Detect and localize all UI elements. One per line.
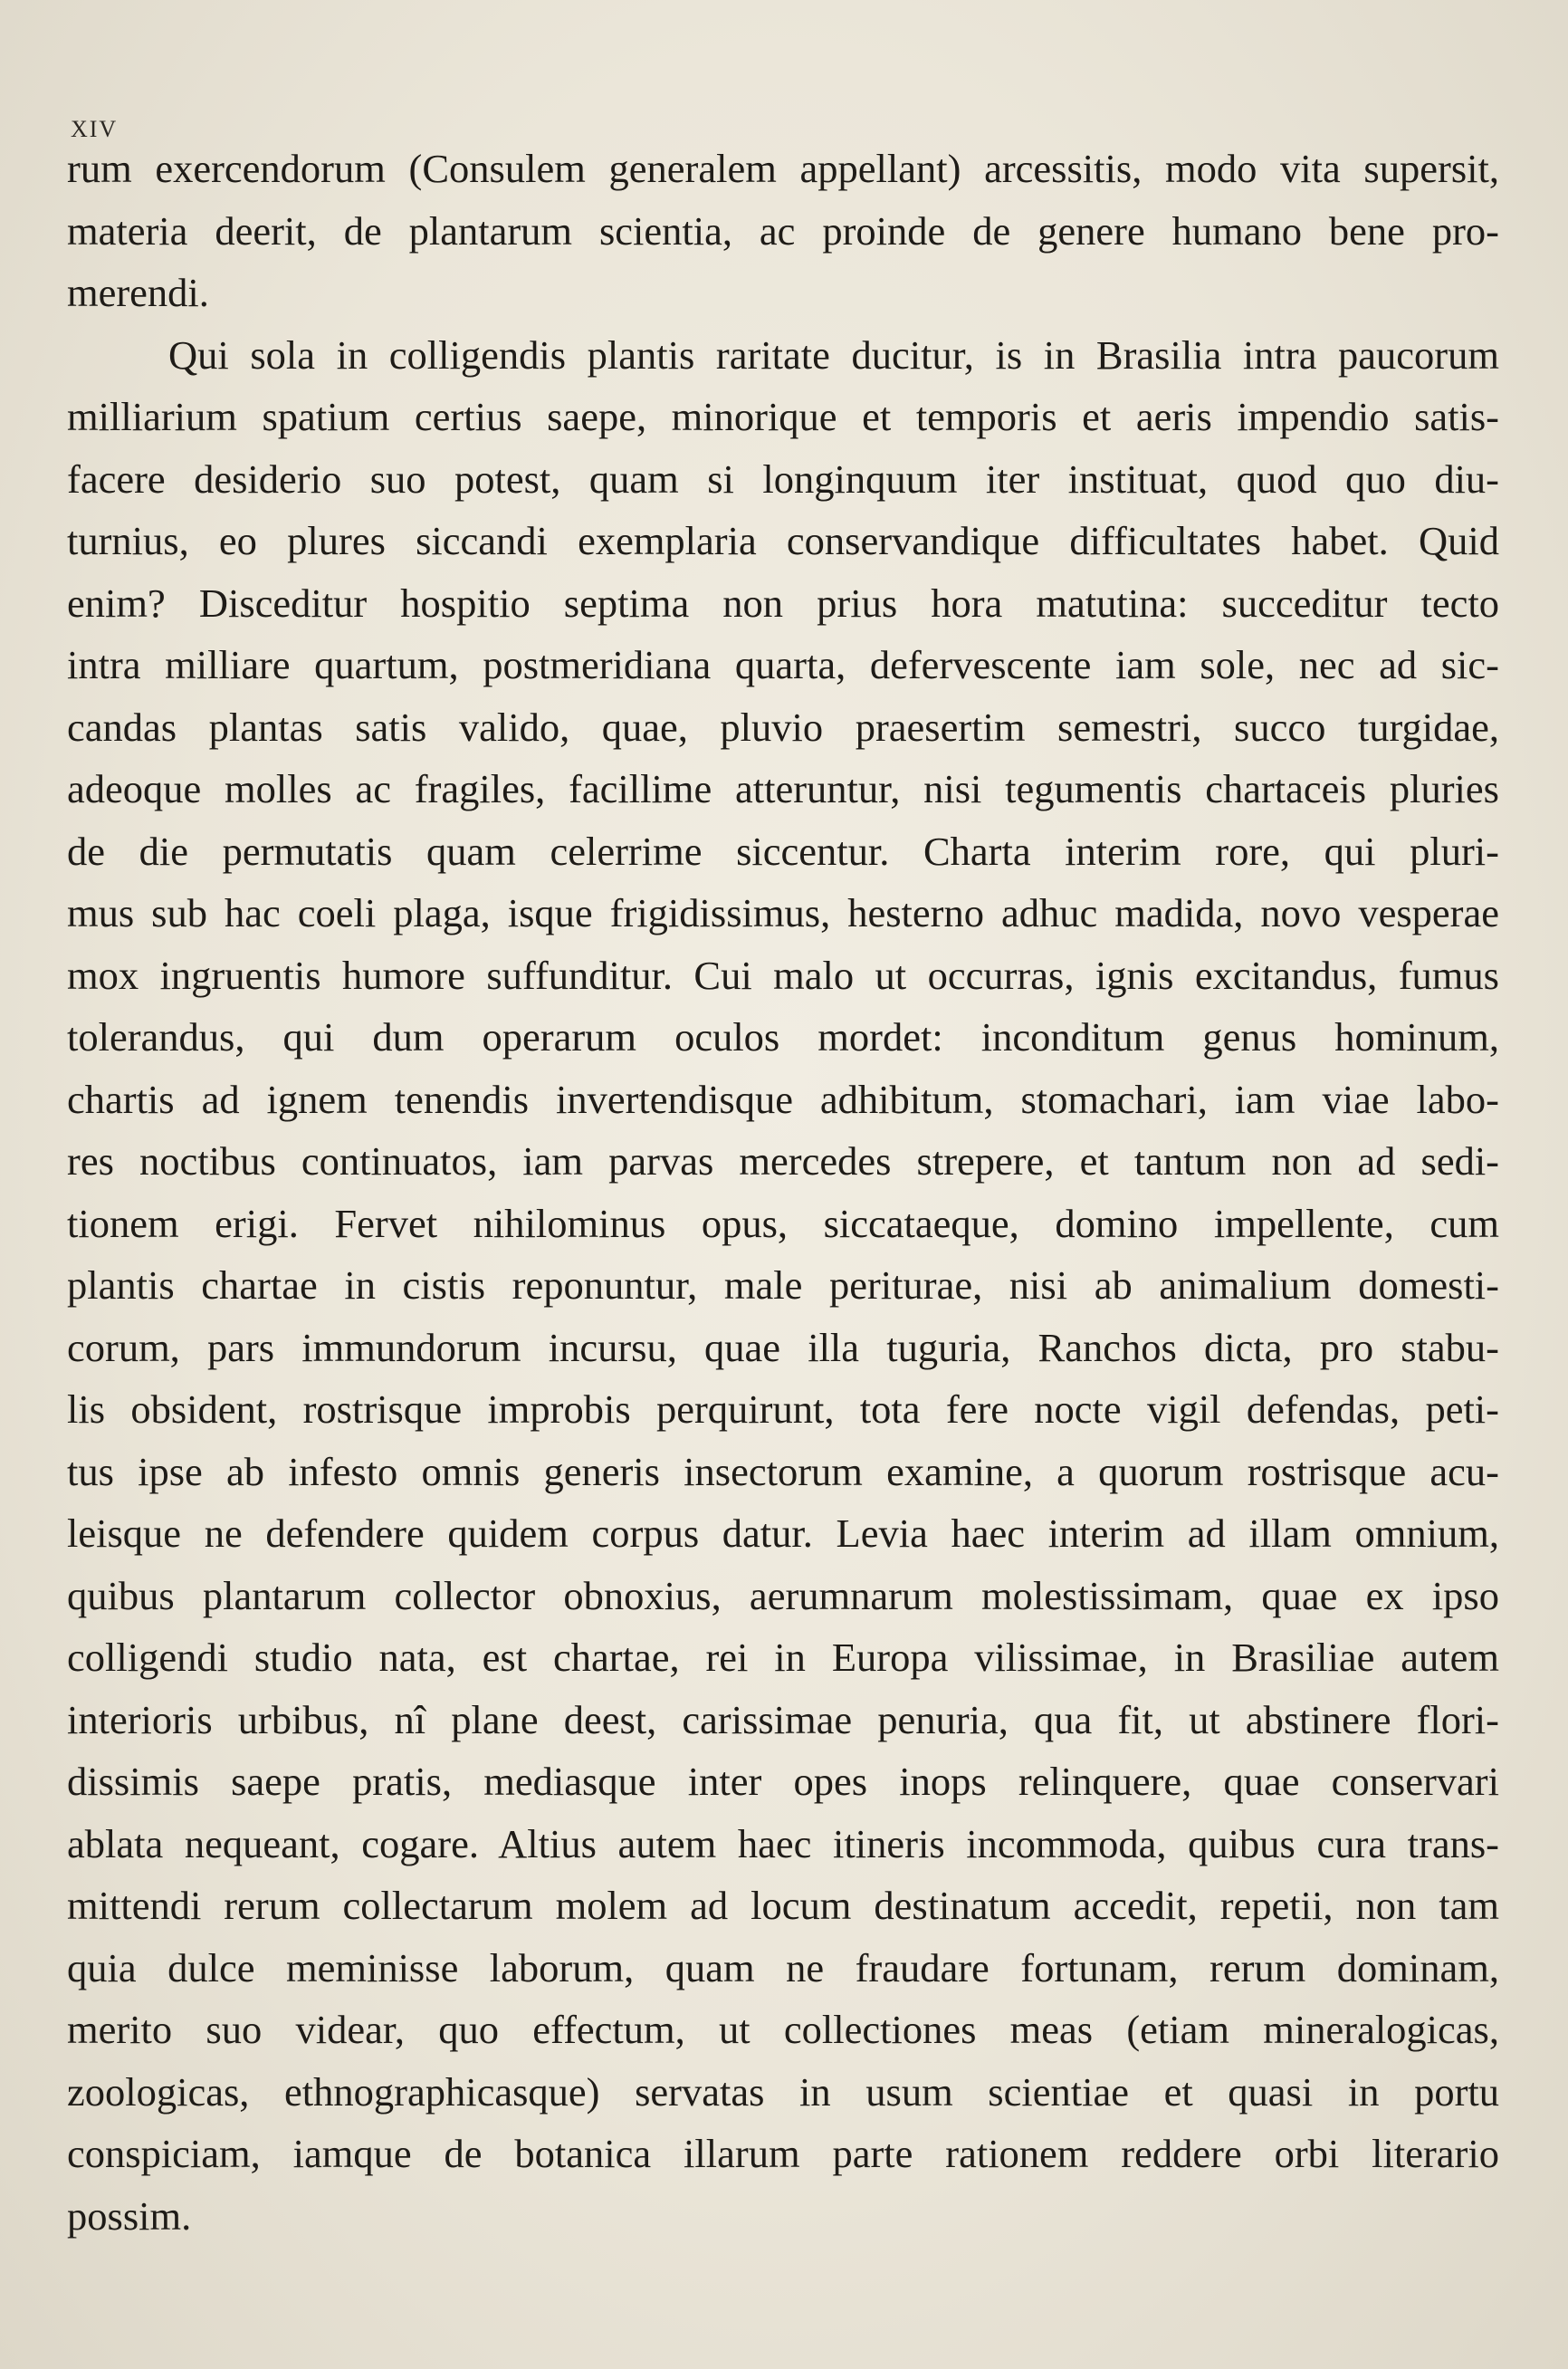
text-line: colligendi studio nata, est chartae, rei in Europa vilissimae, in Brasiliae autem [67, 1635, 1499, 1680]
text-line: intra milliare quartum, postmeridiana quarta, defervescente iam sole, nec ad sic- [67, 642, 1499, 687]
text-line: enim? Disceditur hospitio septima non prius hora matutina: succeditur tecto [67, 580, 1499, 626]
text-line: res noctibus continuatos, iam parvas mercedes strepere, et tantum non ad sedi- [67, 1138, 1499, 1184]
text-line: merito suo videar, quo effectum, ut collectiones meas (etiam mineralogicas, [67, 2007, 1499, 2052]
text-line: adeoque molles ac fragiles, facillime atteruntur, nisi tegumentis chartaceis pluries [67, 766, 1499, 811]
text-line: Qui sola in colligendis plantis raritate ducitur, is in Brasilia intra paucorum [168, 331, 1499, 378]
text-line: turnius, eo plures siccandi exemplaria conservandique difficultates habet. Quid [67, 518, 1499, 563]
text-line: tus ipse ab infesto omnis generis insectorum examine, a quorum rostrisque acu- [67, 1448, 1499, 1494]
text-line: zoologicas, ethnographicasque) servatas in usum scientiae et quasi in portu [67, 2068, 1499, 2115]
text-line: mox ingruentis humore suffunditur. Cui malo ut occurras, ignis excitandus, fumus [67, 952, 1499, 998]
text-line: lis obsident, rostrisque improbis perquirunt, tota fere nocte vigil defendas, peti- [67, 1386, 1499, 1432]
text-line: plantis chartae in cistis reponuntur, male periturae, nisi ab animalium domesti- [67, 1262, 1499, 1308]
page-number: XIV [71, 116, 119, 142]
paragraph-1 [67, 138, 1499, 324]
text-line: facere desiderio suo potest, quam si longinquum iter instituat, quod quo diu- [67, 456, 1499, 502]
text-line: rum exercendorum (Consulem generalem appellant) arcessitis, modo vita supersit, [67, 146, 1499, 191]
text-line: ablata nequeant, cogare. Altius autem haec itineris incommoda, quibus cura trans- [67, 1820, 1499, 1866]
body-text [67, 138, 1499, 2247]
text-line: mittendi rerum collectarum molem ad locum destinatum accedit, repetii, non tam [67, 1883, 1499, 1928]
text-line: possim. [67, 2192, 192, 2239]
text-line: candas plantas satis valido, quae, pluvio praesertim semestri, succo turgidae, [67, 704, 1499, 750]
paragraph-2 [67, 324, 1499, 2248]
text-line: quibus plantarum collector obnoxius, aerumnarum molestissimam, quae ex ipso [67, 1572, 1499, 1618]
text-line: merendi. [67, 270, 209, 315]
text-line: tolerandus, qui dum operarum oculos mordet: inconditum genus hominum, [67, 1014, 1499, 1060]
text-line: milliarium spatium certius saepe, minorique et temporis et aeris impendio satis- [67, 394, 1499, 439]
text-line: de die permutatis quam celerrime siccentur. Charta interim rore, qui pluri- [67, 828, 1499, 874]
text-line: chartis ad ignem tenendis invertendisque adhibitum, stomachari, iam viae labo- [67, 1076, 1499, 1122]
text-line: mus sub hac coeli plaga, isque frigidissimus, hesterno adhuc madida, novo vesperae [67, 890, 1499, 935]
text-line: quia dulce meminisse laborum, quam ne fraudare fortunam, rerum dominam, [67, 1944, 1499, 1990]
text-line: dissimis saepe pratis, mediasque inter opes inops relinquere, quae conservari [67, 1759, 1499, 1804]
text-line: materia deerit, de plantarum scientia, ac proinde de genere humano bene pro- [67, 207, 1499, 254]
text-line: corum, pars immundorum incursu, quae illa tuguria, Ranchos dicta, pro stabu- [67, 1324, 1499, 1370]
text-line: tionem erigi. Fervet nihilominus opus, siccataeque, domino impellente, cum [67, 1200, 1499, 1246]
text-line: leisque ne defendere quidem corpus datur. Levia haec interim ad illam omnium, [67, 1511, 1499, 1556]
text-line: interioris urbibus, nî plane deest, carissimae penuria, qua fit, ut abstinere flori- [67, 1696, 1499, 1742]
text-line: conspiciam, iamque de botanica illarum parte rationem reddere orbi literario [67, 2131, 1499, 2176]
